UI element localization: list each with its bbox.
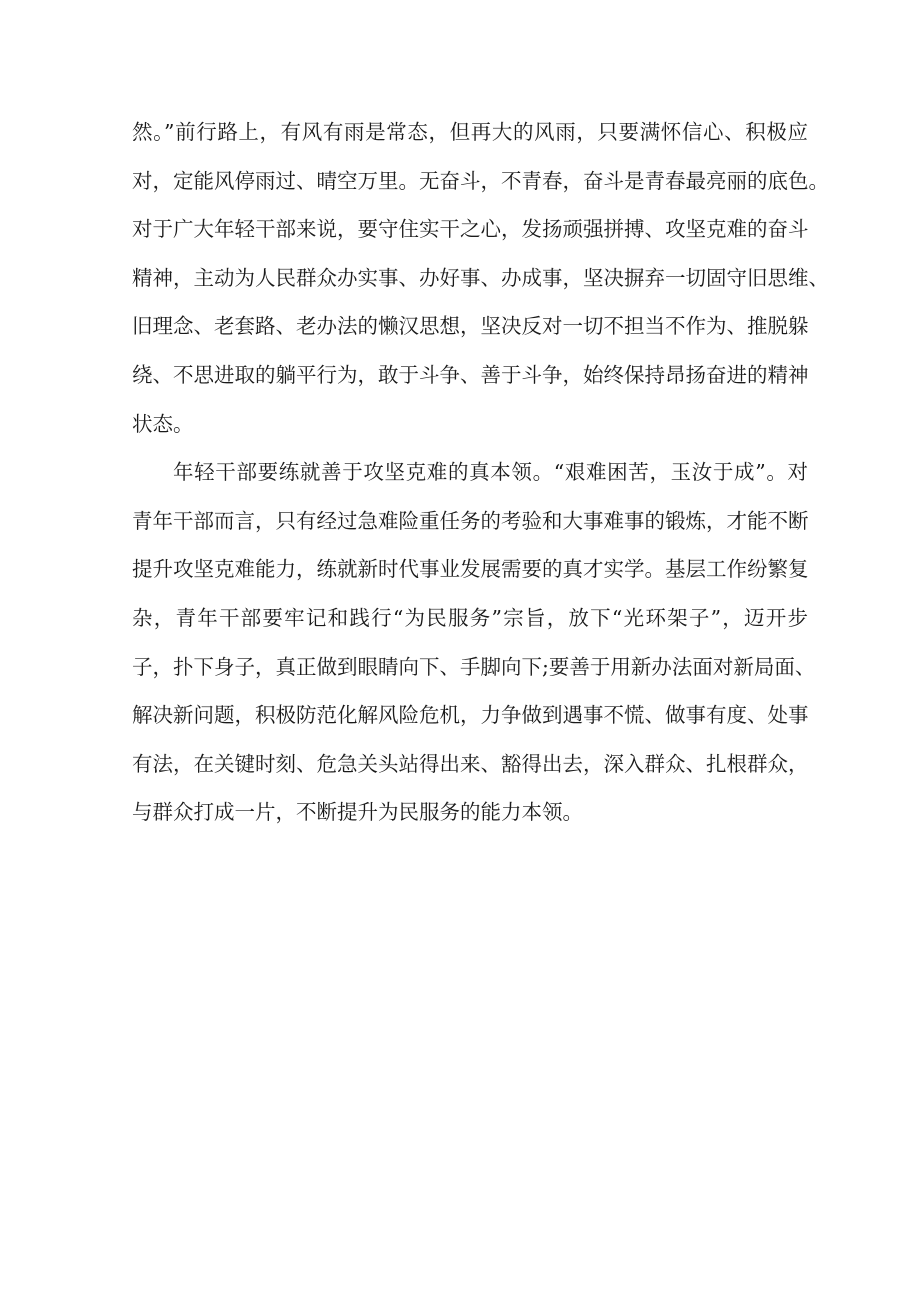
paragraph-line: 然。”前行路上，有风有雨是常态，但再大的风雨，只要满怀信心、积极应: [132, 120, 808, 144]
paragraph-2: [132, 448, 816, 837]
paragraph-line: 对，定能风停雨过、晴空万里。无奋斗，不青春，奋斗是青春最亮丽的底色。: [132, 168, 829, 193]
paragraph-line: 精神，主动为人民群众办实事、办好事、办成事，坚决摒弃一切固守旧思维、: [132, 265, 829, 290]
paragraph-line: 提升攻坚克难能力，练就新时代事业发展需要的真才实学。基层工作纷繁复: [132, 557, 809, 582]
paragraph-line: 子，扑下身子，真正做到眼睛向下、手脚向下;要善于用新办法面对新局面、: [132, 654, 816, 679]
paragraph-line: 年轻干部要练就善于攻坚克难的真本领。“艰难困苦，玉汝于成”。对: [173, 460, 808, 485]
paragraph-line: 与群众打成一片，不断提升为民服务的能力本领。: [132, 800, 583, 825]
paragraph-line: 状态。: [132, 411, 194, 436]
paragraph-line: 旧理念、老套路、老办法的懒汉思想，坚决反对一切不担当不作为、推脱躲: [132, 314, 809, 339]
paragraph-line: 有法，在关键时刻、危急关头站得出来、豁得出去，深入群众、扎根群众，: [132, 751, 809, 776]
paragraph-line: 青年干部而言，只有经过急难险重任务的考验和大事难事的锻炼，才能不断: [132, 508, 809, 533]
paragraph-line: 对于广大年轻干部来说，要守住实干之心，发扬顽强拼搏、攻坚克难的奋斗: [132, 217, 809, 242]
paragraph-1: [132, 108, 829, 448]
paragraph-line: 绕、不思进取的躺平行为，敢于斗争、善于斗争，始终保持昂扬奋进的精神: [132, 362, 809, 387]
document-body: [132, 108, 829, 837]
paragraph-line: 解决新问题，积极防范化解风险危机，力争做到遇事不慌、做事有度、处事: [132, 703, 809, 728]
paragraph-line: 杂，青年干部要牢记和践行“为民服务”宗旨，放下“光环架子”，迈开步: [132, 605, 808, 630]
